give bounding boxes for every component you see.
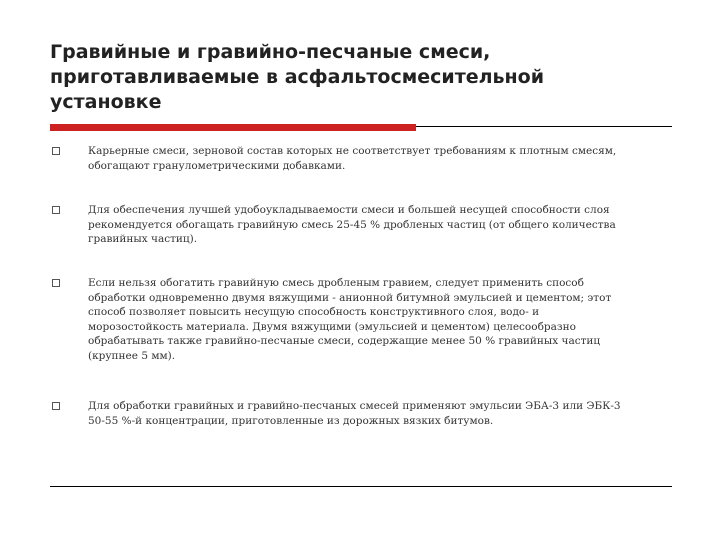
bullet-text: [88, 276, 672, 364]
hollow-square-bullet-icon: [52, 147, 60, 155]
bullet-text: [88, 144, 672, 173]
bullet-text-line: обработки одновременно двумя вяжущими - анионной битумной эмульсией и цементом; этот: [88, 291, 612, 304]
bullet-text-line: (крупнее 5 мм).: [88, 349, 176, 362]
bullet-text-line: обрабатывать также гравийно-песчаные смеси, содержащие менее 50 % гравийных частиц: [88, 335, 601, 348]
bullet-text-line: Для обработки гравийных и гравийно-песчаных смесей применяют эмульсии ЭБА-3 или ЭБК-3: [88, 400, 621, 412]
bullet-text: [88, 203, 672, 247]
hollow-square-bullet-icon: [52, 402, 60, 410]
bullet-text-line: Для обеспечения лучшей удобоукладываемости смеси и большей несущей способности слоя: [88, 204, 610, 216]
title-line: приготавливаемые в асфальтосмесительной: [50, 66, 545, 88]
bullet-text-line: гравийных частиц).: [88, 233, 198, 246]
bullet-text-line: обогащают гранулометрическими добавками.: [88, 159, 346, 172]
title-line: Гравийные и гравийно-песчаные смеси,: [50, 41, 491, 63]
bullet-text: [88, 399, 672, 428]
bullet-text-line: способ позволяет повысить несущую способность конструктивного слоя, водо- и: [88, 306, 540, 319]
bullet-text-line: Карьерные смеси, зерновой состав которых не соответствует требованиям к плотным смесям,: [88, 145, 617, 157]
footer-rule: [50, 486, 672, 487]
bullet-text-line: 50-55 %-й концентрации, приготовленные из дорожных вязких битумов.: [88, 414, 494, 427]
bullet-text-line: морозостойкость материала. Двумя вяжущими (эмульсией и цементом) целесообразно: [88, 320, 576, 333]
hollow-square-bullet-icon: [52, 206, 60, 214]
title-line: установке: [50, 91, 162, 113]
bullet-text-line: Если нельзя обогатить гравийную смесь дробленым гравием, следует применить способ: [88, 277, 584, 289]
hollow-square-bullet-icon: [52, 279, 60, 287]
bullet-text-line: рекомендуется обогащать гравийную смесь 25-45 % дробленых частиц (от общего количества: [88, 218, 616, 231]
